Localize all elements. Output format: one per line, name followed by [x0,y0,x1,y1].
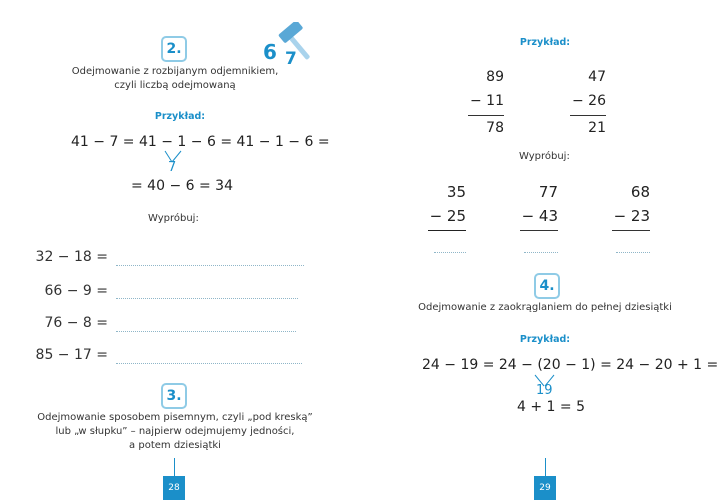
section-4-example-label: Przykład: [519,334,571,345]
column-example-2-result: 21 [570,115,606,140]
decor-digit-seven: 7 [285,49,297,69]
section-4-title: Odejmowanie z zaokrąglaniem do pełnej dziesiątki [418,302,672,313]
exercise-1: 32 − 18 = [35,249,108,265]
section-4-example-line1: 24 − 19 = 24 − (20 − 1) = 24 − 20 + 1 = [422,357,719,373]
section-2-title-line1: Odejmowanie z rozbijanym odjemnikiem, [71,66,279,77]
column-try-3-bar [612,230,650,232]
column-example-2 [570,65,606,140]
answer-line-1[interactable] [116,264,304,266]
column-try-1-bar [428,230,466,232]
column-try-2-sub: − 43 [521,207,558,225]
right-try-label: Wypróbuj: [519,151,570,162]
section-2-example-line1: 41 − 7 = 41 − 1 − 6 = 41 − 1 − 6 = [71,134,330,150]
column-try-2 [520,180,558,232]
answer-line-4[interactable] [116,362,302,364]
section-3-title-line3: a potem dziesiątki [129,440,221,451]
exercise-2: 66 − 9 = [44,283,108,299]
exercise-4: 85 − 17 = [35,347,108,363]
column-try-1 [428,180,466,232]
column-try-3-answer[interactable] [616,251,650,253]
column-try-2-top: 77 [538,183,558,201]
page-number-29: 29 [534,476,556,500]
section-3-badge: 3. [161,383,187,409]
right-example-label: Przykład: [519,37,571,48]
section-4-example-split: 19 [536,383,553,398]
section-3-title [30,411,320,453]
column-example-1 [468,65,504,140]
page-28-guide [174,458,175,476]
section-3-title-line1: Odejmowanie sposobem pisemnym, czyli „pod kreską” [37,412,313,423]
column-try-3-top: 68 [630,183,650,201]
section-2-badge: 2. [161,36,187,62]
exercise-3: 76 − 8 = [44,315,108,331]
page-number-28: 28 [163,476,185,500]
answer-line-2[interactable] [116,297,298,299]
column-example-2-sub: − 26 [572,93,606,109]
column-example-1-top: 89 [486,69,504,85]
column-example-1-sub: − 11 [470,93,504,109]
section-2-example-line2: = 40 − 6 = 34 [131,178,233,194]
column-try-3-sub: − 23 [613,207,650,225]
section-2-example-label: Przykład: [154,111,206,122]
section-2-title [40,65,310,93]
column-try-2-bar [520,230,558,232]
column-try-3 [612,180,650,232]
answer-line-3[interactable] [116,330,296,332]
column-example-2-top: 47 [588,69,606,85]
section-4-badge: 4. [534,273,560,299]
section-2-example-split: 7 [168,160,177,175]
section-4-example-line2: 4 + 1 = 5 [517,399,585,415]
column-try-2-answer[interactable] [524,251,558,253]
section-2-title-line2: czyli liczbą odejmowaną [114,80,236,91]
hammer-icon [276,22,320,62]
column-try-1-answer[interactable] [434,251,466,253]
column-example-1-result: 78 [468,115,504,140]
section-3-title-line2: lub „w słupku” – najpierw odejmujemy jedności, [55,426,295,437]
section-2-try-label: Wypróbuj: [148,213,199,224]
page-29-guide [545,458,546,476]
column-try-1-top: 35 [446,183,466,201]
decor-digit-six: 6 [263,40,277,64]
column-try-1-sub: − 25 [429,207,466,225]
